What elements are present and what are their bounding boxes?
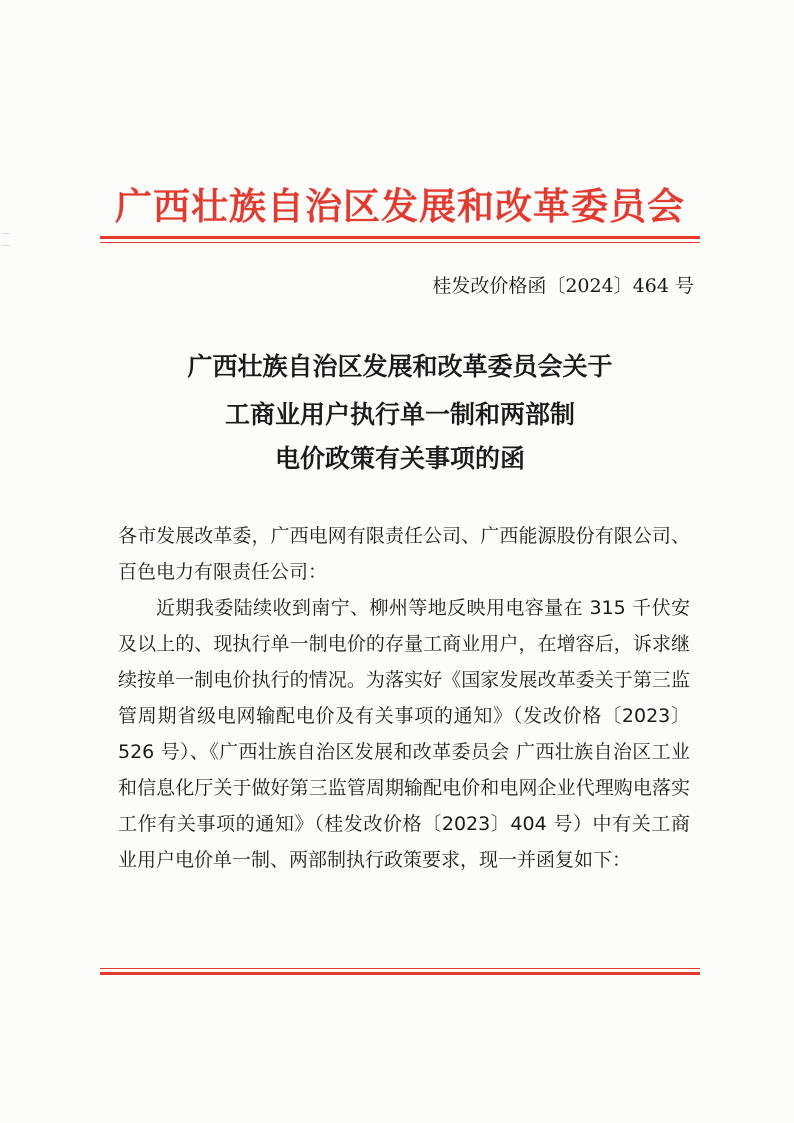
issuing-organization-header: 广西壮族自治区发展和改革委员会: [115, 184, 685, 228]
footer-red-rule-thick: [100, 972, 700, 975]
scan-edge-mark: [2, 245, 9, 246]
body-paragraph-block: [118, 590, 690, 878]
document-title-line-2: 工商业用户执行单一制和两部制: [224, 400, 575, 429]
header-red-rule-thick: [100, 236, 700, 239]
body-paragraph-1: 近期我委陆续收到南宁、柳州等地反映用电容量在 315 千伏安及以上的、现执行单一制电价的存量工商业用户，在增容后，诉求继续按单一制电价执行的情况。为落实好《国家发展改革委关于第三监管周期省级电网输配电价及有关事项的通知》（发改价格〔2023〕526 号）、《广西壮族自治区发展和改革委员会 广西壮族自治区工业和信息化厅关于做好第三监管周期输配电价和电网企业代理购电落实工作有关事项的通知》（桂发改价格〔2023〕404 号）中有关工商业用户电价单一制、两部制执行政策要求，现一并函复如下：: [118, 597, 690, 871]
header-red-rule-thin: [100, 242, 700, 243]
addressee-block: [118, 518, 690, 590]
scan-edge-mark: [2, 233, 9, 234]
footer-red-rule-thin: [100, 968, 700, 969]
document-title-line-1: 广西壮族自治区发展和改革委员会关于: [187, 352, 613, 381]
document-title-line-3: 电价政策有关事项的函: [274, 444, 525, 473]
document-number: 桂发改价格函〔2024〕464 号: [432, 275, 694, 297]
addressee-text: 各市发展改革委，广西电网有限责任公司、广西能源股份有限公司、百色电力有限责任公司：: [118, 525, 690, 583]
